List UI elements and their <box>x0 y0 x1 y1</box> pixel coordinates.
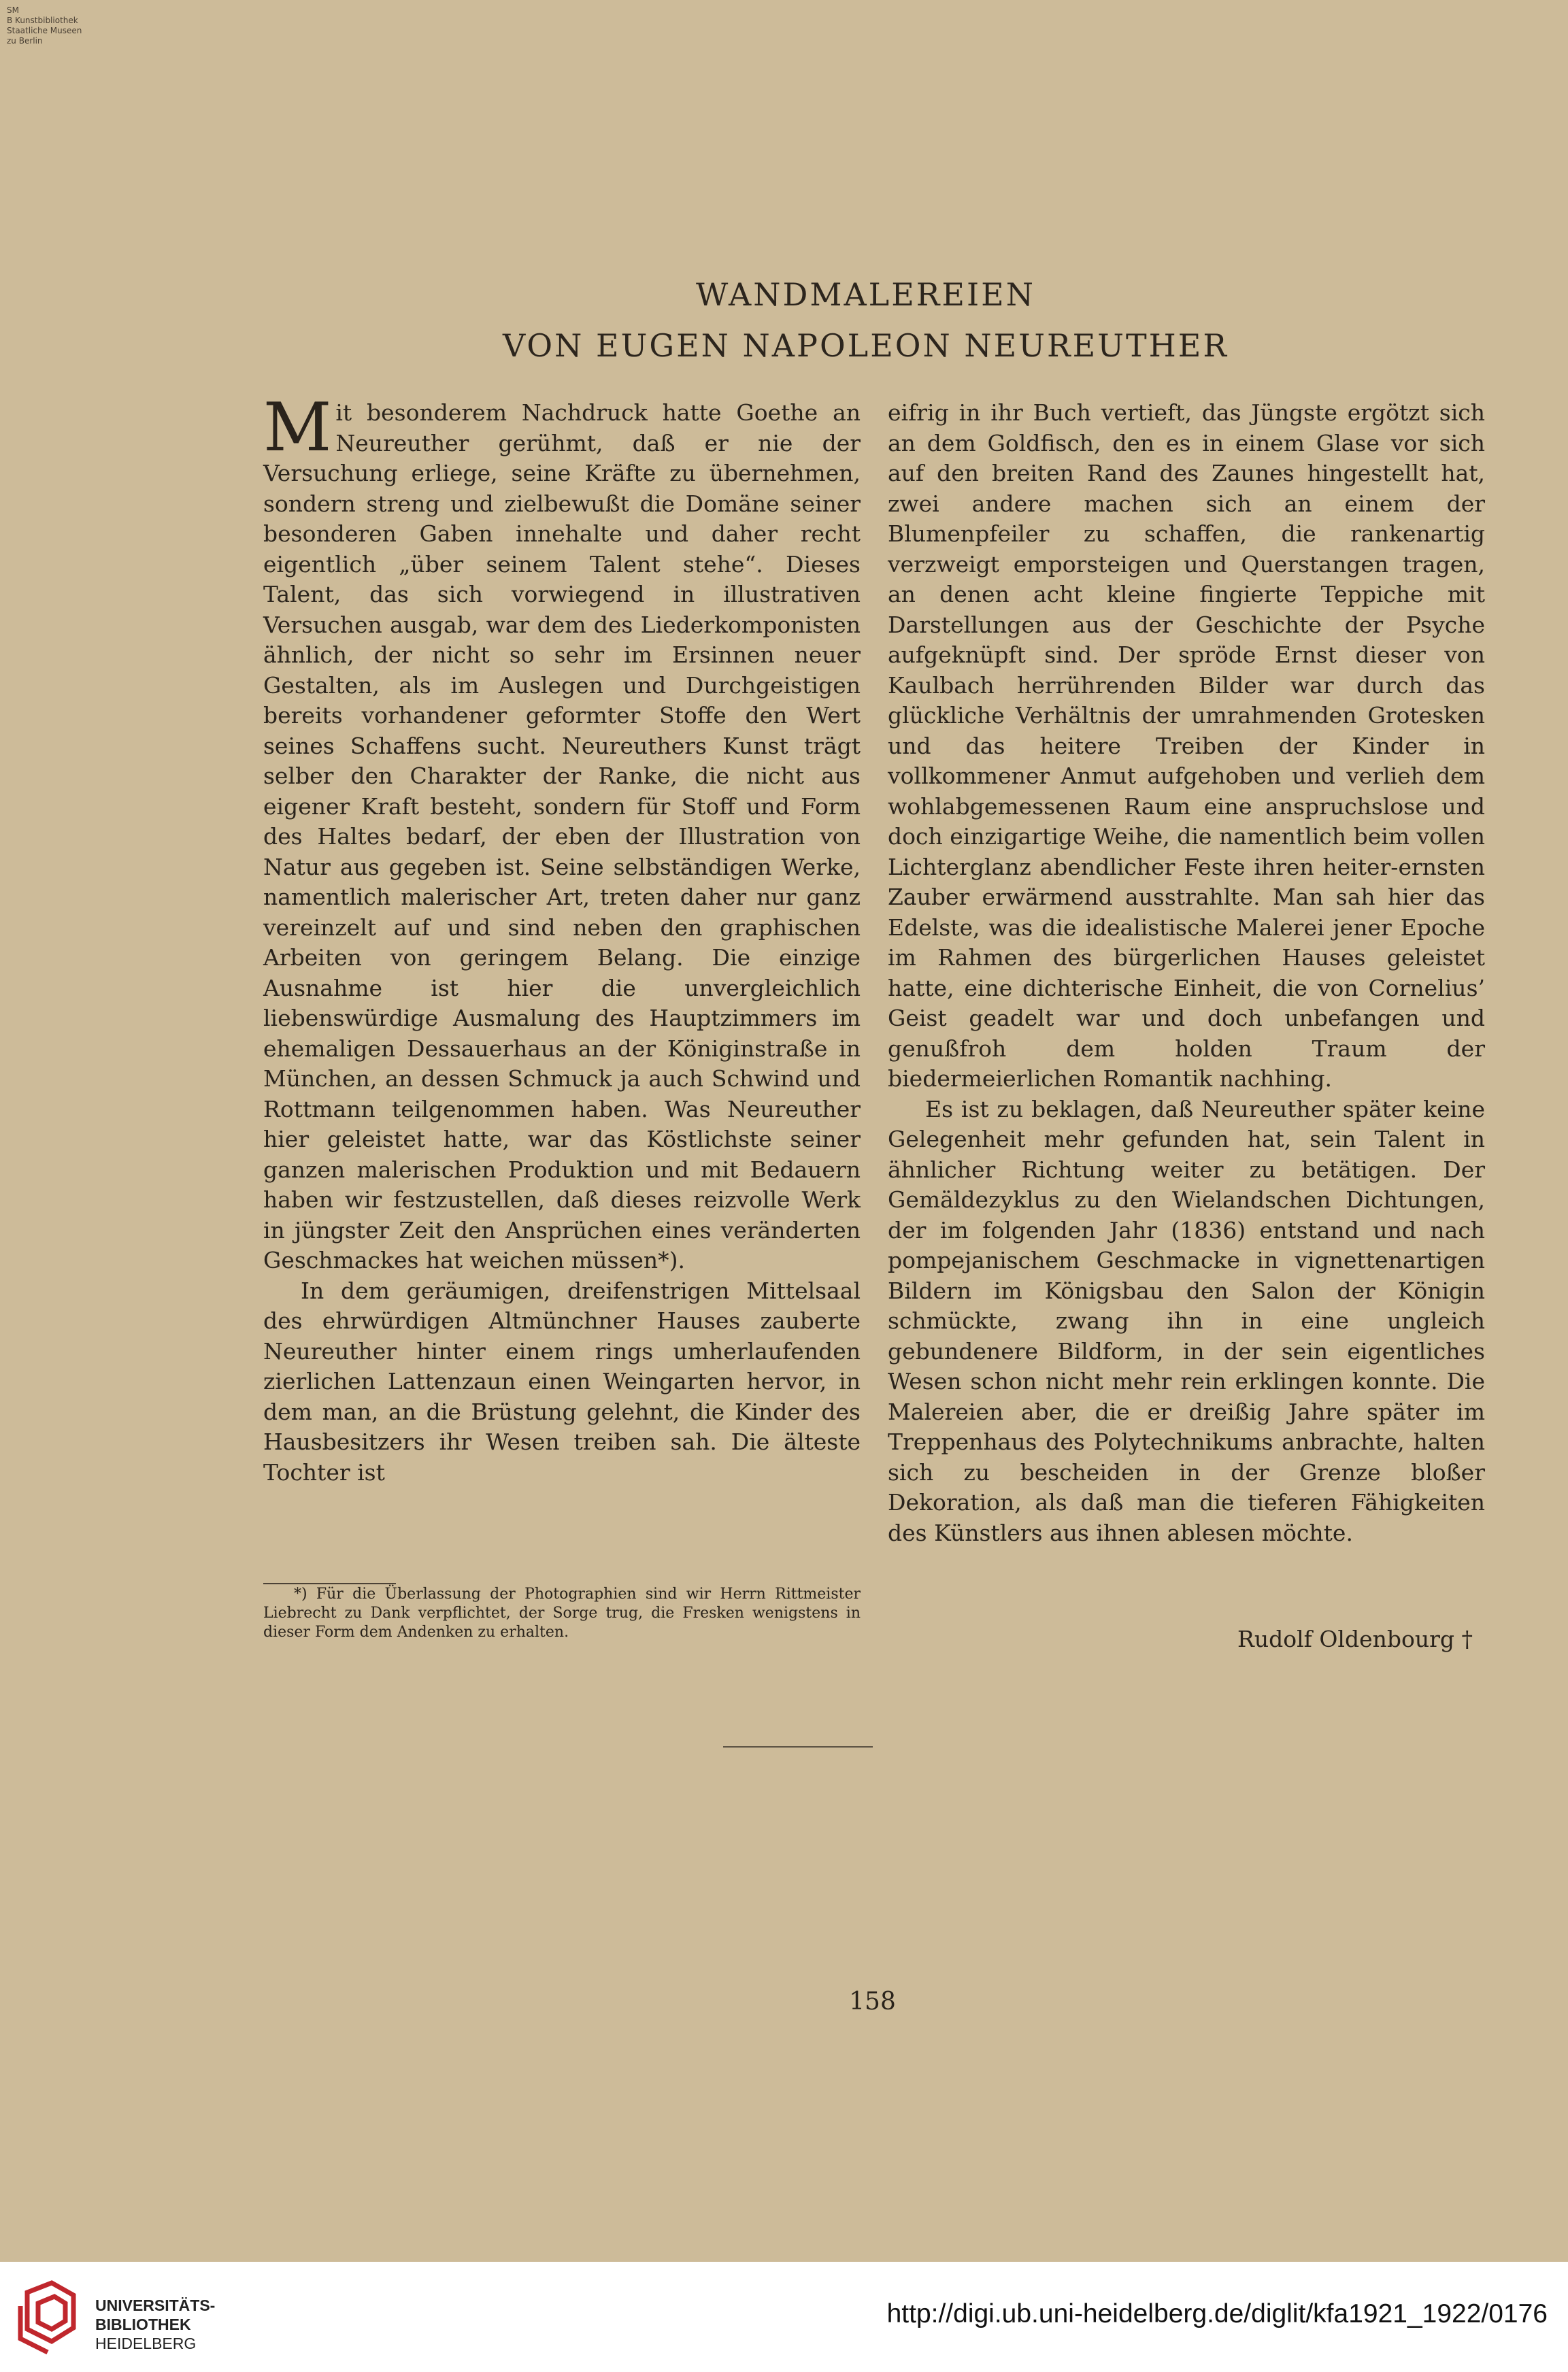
title-line-1: WANDMALEREIEN <box>696 276 1035 313</box>
source-url-link[interactable]: http://digi.ub.uni-heidelberg.de/diglit/kfa1921_1922/0176 <box>886 2299 1548 2328</box>
right-column <box>888 398 1485 1548</box>
author-signature: Rudolf Oldenbourg † <box>1237 1626 1473 1652</box>
stamp-line: Staatliche Museen <box>7 26 82 35</box>
heidelberg-library-logo-icon[interactable] <box>18 2279 83 2355</box>
library-name-line: HEIDELBERG <box>95 2335 197 2352</box>
library-stamp <box>7 5 82 46</box>
footer-bar <box>0 2262 1568 2372</box>
left-paragraph-1-text: it besonderem Nachdruck hatte Goethe an Neureuther gerühmt, daß er nie der Versuchung erliege, seine Kräfte zu übernehmen, sondern streng und zielbewußt die Domäne seiner besonderen Gaben innehalte und daher recht eigentlich „über seinem Talent stehe“. Dieses Talent, das sich vorwiegend in illustrativen Versuchen ausgab, war dem des Liederkomponisten ähnlich, der nicht so sehr im Ersinnen neuer Gestalten, als im Auslegen und Durchgeistigen bereits vorhandener geformter Stoffe den Wert seines Schaffens sucht. Neureuthers Kunst trägt selber den Charakter der Ranke, die nicht aus eigener Kraft besteht, sondern für Stoff und Form des Haltes bedarf, der eben der Illustration von Natur aus gegeben ist. Seine selbständigen Werke, namentlich malerischer Art, treten daher nur ganz vereinzelt auf und sind neben den graphischen Arbeiten von geringem Belang. Die einzige Ausnahme ist hier die unvergleichlich liebenswürdige Ausmalung des Hauptzimmers im ehemaligen Dessauerhaus an der Königinstraße in München, an dessen Schmuck ja auch Schwind und Rottmann teilgenommen haben. Was Neureuther hier geleistet hatte, war das Köstlichste seiner ganzen malerischen Produktion und mit Bedauern haben wir festzustellen, daß dieses reizvolle Werk in jüngster Zeit den Ansprüchen eines veränderten Geschmackes hat weichen müssen*). <box>263 399 861 1273</box>
title-line-2: VON EUGEN NAPOLEON NEUREUTHER <box>503 327 1229 364</box>
right-paragraph-2: Es ist zu beklagen, daß Neureuther später keine Gelegenheit mehr gefunden hat, sein Talent in ähnlicher Richtung weiter zu betätigen. Der Gemäldezyklus zu den Wielandschen Dichtungen, der im folgenden Jahr (1836) entstand und nach pompejanischem Geschmacke in vignettenartigen Bildern im Königsbau den Salon der Königin schmückte, zwang ihn in eine ungleich gebundenere Bildform, in der sein eigentliches Wesen schon nicht mehr rein erklingen konnte. Die Malereien aber, die er dreißig Jahre später im Treppenhaus des Polytechnikums anbrachte, halten sich zu bescheiden in der Grenze bloßer Dekoration, als daß man die tieferen Fähigkeiten des Künstlers aus ihnen ablesen möchte. <box>888 1095 1485 1546</box>
right-paragraph-1: eifrig in ihr Buch vertieft, das Jüngste ergötzt sich an dem Goldfisch, den es in einem Glase vor sich auf den breiten Rand des Zaunes hingestellt hat, zwei andere machen sich an einem der Blumenpfeiler zu schaffen, die rankenartig verzweigt emporsteigen und Querstangen tragen, an denen acht kleine fingierte Teppiche mit Darstellungen aus der Geschichte der Psyche aufgeknüpft sind. Der spröde Ernst dieser von Kaulbach herrührenden Bilder war durch das glückliche Verhältnis der umrahmenden Grotesken und das heitere Treiben der Kinder in vollkommener Anmut aufgehoben und verlieh dem wohlabgemessenen Raum eine anspruchslose und doch einzigartige Weihe, die namentlich beim vollen Lichterglanz abendlicher Feste ihren heiter-ernsten Zauber erwärmend ausstrahlte. Man sah hier das Edelste, was die idealistische Malerei jener Epoche im Rahmen des bürgerlichen Hauses geleistet hatte, eine dichterische Einheit, die von Cornelius’ Geist geadelt war und doch unbefangen und genußfroh dem holden Traum der biedermeierlichen Romantik nachhing. <box>888 399 1485 1092</box>
end-divider <box>723 1746 873 1748</box>
library-name <box>95 2296 215 2353</box>
page-number: 158 <box>849 1988 896 2016</box>
left-paragraph-2: In dem geräumigen, dreifenstrigen Mittelsaal des ehrwürdigen Altmünchner Hauses zauberte Neureuther hinter einem rings umherlaufenden zierlichen Lattenzaun einen Weingarten hervor, in dem man, an die Brüstung gelehnt, die Kinder des Hausbesitzers ihr Wesen treiben sah. Die älteste Tochter ist <box>263 1277 861 1486</box>
left-paragraph-1 <box>263 389 861 1276</box>
drop-cap: M <box>263 389 332 467</box>
library-name-line: UNIVERSITÄTS- <box>95 2296 216 2314</box>
footnote: *) Für die Überlassung der Photographien sind wir Herrn Rittmeister Liebrecht zu Dank verpflichtet, der Sorge trug, die Fresken wenigstens in dieser Form dem Andenken zu erhalten. <box>263 1586 861 1641</box>
stamp-line: B Kunstbibliothek <box>7 16 78 25</box>
left-column <box>263 389 861 1488</box>
stamp-line: SM <box>7 5 19 15</box>
library-name-line: BIBLIOTHEK <box>95 2316 191 2333</box>
article-title <box>0 269 1568 371</box>
stamp-line: zu Berlin <box>7 36 43 46</box>
footnote-divider <box>263 1583 396 1584</box>
